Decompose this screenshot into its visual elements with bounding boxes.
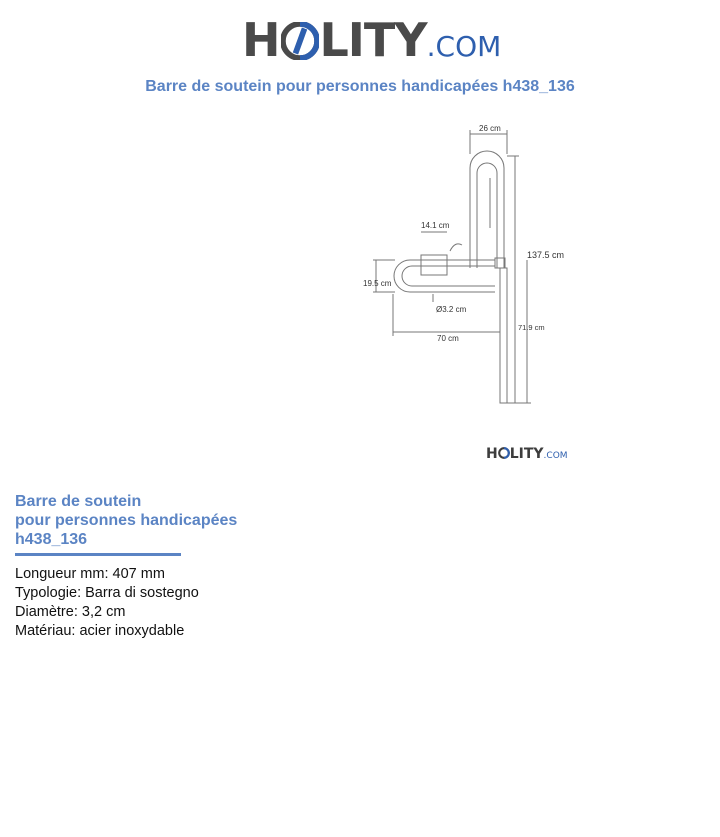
title-divider (15, 553, 181, 556)
product-title-line: pour personnes handicapées (15, 512, 238, 529)
spec-diameter: Diamètre: 3,2 cm (15, 604, 126, 620)
drawing-post (500, 268, 507, 403)
dim-height-floor: 71.9 cm (518, 323, 545, 332)
drawing-folded-bar (470, 151, 504, 268)
technical-drawing (355, 118, 575, 418)
dim-width-top: 26 cm (479, 124, 501, 133)
watermark-letter-h: H (486, 446, 498, 462)
dim-width-inner: 14.1 cm (421, 221, 450, 230)
logo-wordmark (242, 10, 501, 77)
product-specs (15, 565, 199, 641)
product-title-line: Barre de soutein (15, 493, 142, 510)
spec-length: Longueur mm: 407 mm (15, 566, 165, 582)
watermark-o-icon (498, 447, 510, 459)
page-title: Barre de soutein pour personnes handicapées h438_136 (145, 78, 575, 95)
holity-logo[interactable] (242, 10, 502, 70)
watermark-logo (486, 444, 568, 464)
dim-diameter: Ø3.2 cm (436, 305, 467, 314)
spec-material: Matériau: acier inoxydable (15, 623, 185, 639)
watermark-letters-rest: LITY (509, 446, 544, 462)
logo-suffix: .COM (426, 30, 502, 63)
drawing-horizontal-bar (394, 260, 495, 292)
dim-height-bar: 19.5 cm (363, 279, 392, 288)
dim-length: 70 cm (437, 334, 459, 343)
product-title-line: h438_136 (15, 531, 88, 548)
dim-height-total: 137.5 cm (527, 250, 565, 260)
product-title (15, 492, 237, 549)
logo-o-icon (281, 22, 319, 60)
logo-letter-h: H (242, 13, 280, 67)
watermark-suffix: .COM (543, 451, 568, 461)
logo-letters-rest: LITY (319, 13, 427, 67)
spec-typology: Typologie: Barra di sostegno (15, 585, 199, 601)
